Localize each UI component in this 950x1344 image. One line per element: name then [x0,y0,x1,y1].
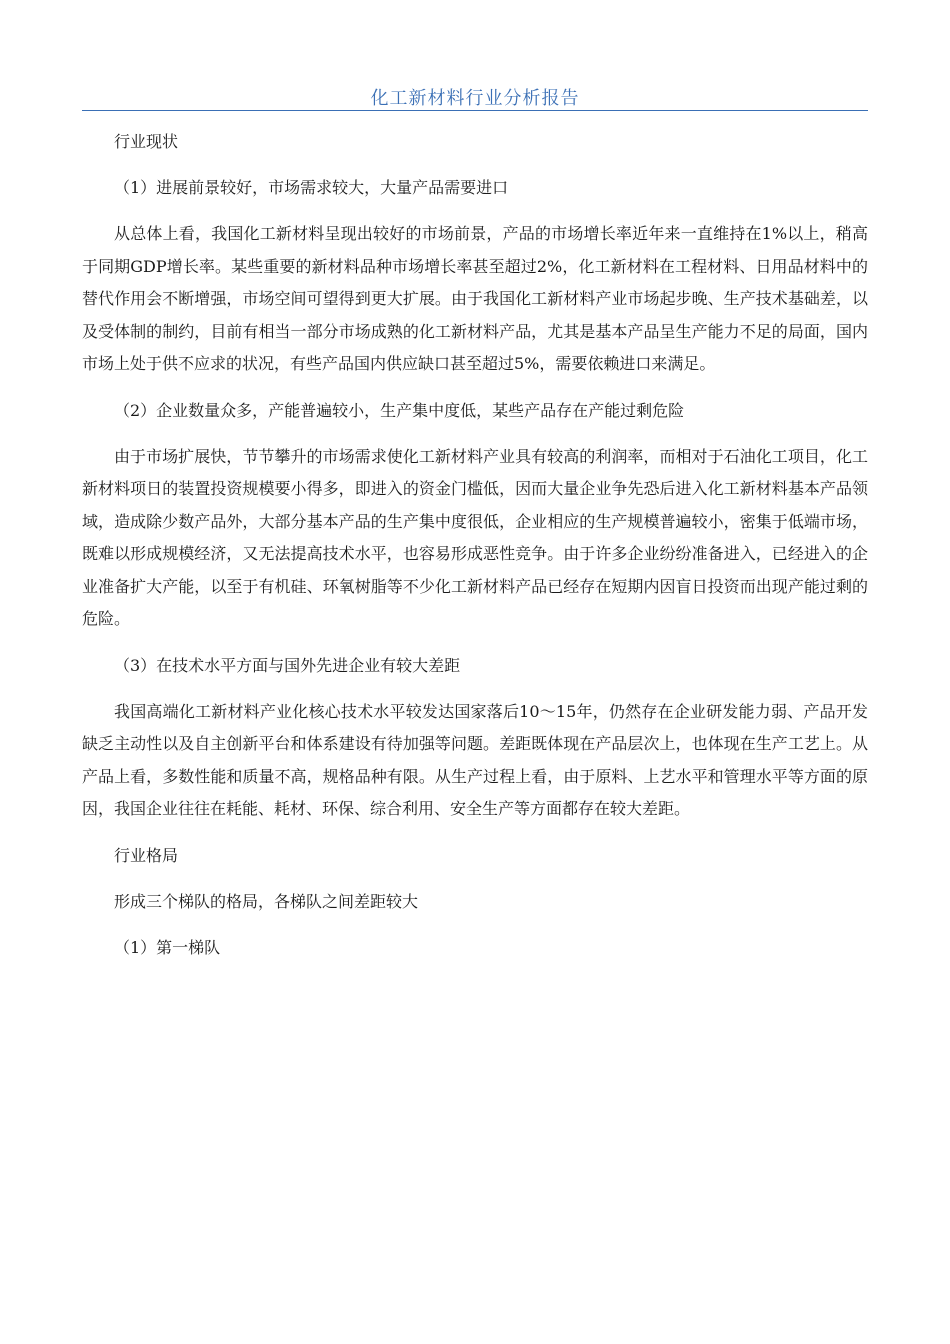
item1-heading: （1）进展前景较好，市场需求较大，大量产品需要进口 [114,178,509,197]
item2-paragraph: 由于市场扩展快，节节攀升的市场需求使化工新材料产业具有较高的利润率，而相对于石油化工项目，化工新材料项日的装置投资规模要小得多，即进入的资金门槛低，因而大量企业争先恐后进入化工新材料基本产品领域，造成除少数产品外，大部分基本产品的生产集中度很低，企业相应的生产规模普遍较小，密集于低端市场，既难以形成规模经济，又无法提高技术水平，也容易形成恶性竞争。由于许多企业纷纷准备进入，已经进入的企业准备扩大产能，以至于有机硅、环氧树脂等不少化工新材料产品已经存在短期内因盲日投资而出现产能过剩的危险。 [82,446,868,628]
document-title: 化工新材料行业分析报告 [370,88,580,109]
item1-paragraph: 从总体上看，我国化工新材料呈现出较好的市场前景，产品的市场增长率近年来一直维持在1%以上，稍高于同期GDP增长率。某些重要的新材料品种市场增长率甚至超过2%，化工新材料在工程材料、日用品材料中的替代作用会不断增强，市场空间可望得到更大扩展。由于我国化工新材料产业市场起步晚、生产技术基础差，以及受体制的制约，目前有相当一部分市场成熟的化工新材料产品，尤其是基本产品呈生产能力不足的局面，国内市场上处于供不应求的状况，有些产品国内供应缺口甚至超过5%，需要依赖进口来满足。 [82,224,868,373]
item3-heading: （3）在技术水平方面与国外先进企业有较大差距 [114,655,461,675]
page-header [82,80,868,111]
item2-heading: （2）企业数量众多，产能普遍较小，生产集中度低，某些产品存在产能过剩危险 [114,400,685,420]
pattern-intro: 形成三个梯队的格局，各梯队之间差距较大 [114,891,419,911]
item3-paragraph: 我国高端化工新材料产业化核心技术水平较发达国家落后10～15年，仍然存在企业研发能力弱、产品开发缺乏主动性以及自主创新平台和体系建设有待加强等问题。差距既体现在产品层次上，也体现在生产工艺上。从产品上看，多数性能和质量不高，规格品种有限。从生产过程上看，由于原料、上艺水平和管理水平等方面的原因，我国企业往往在耗能、耗材、环保、综合利用、安全生产等方面都存在较大差距。 [82,701,868,818]
document-body [82,126,868,964]
tier1-heading: （1）第一梯队 [114,937,221,957]
section-heading-status: 行业现状 [114,132,179,151]
section-heading-pattern: 行业格局 [114,845,179,865]
